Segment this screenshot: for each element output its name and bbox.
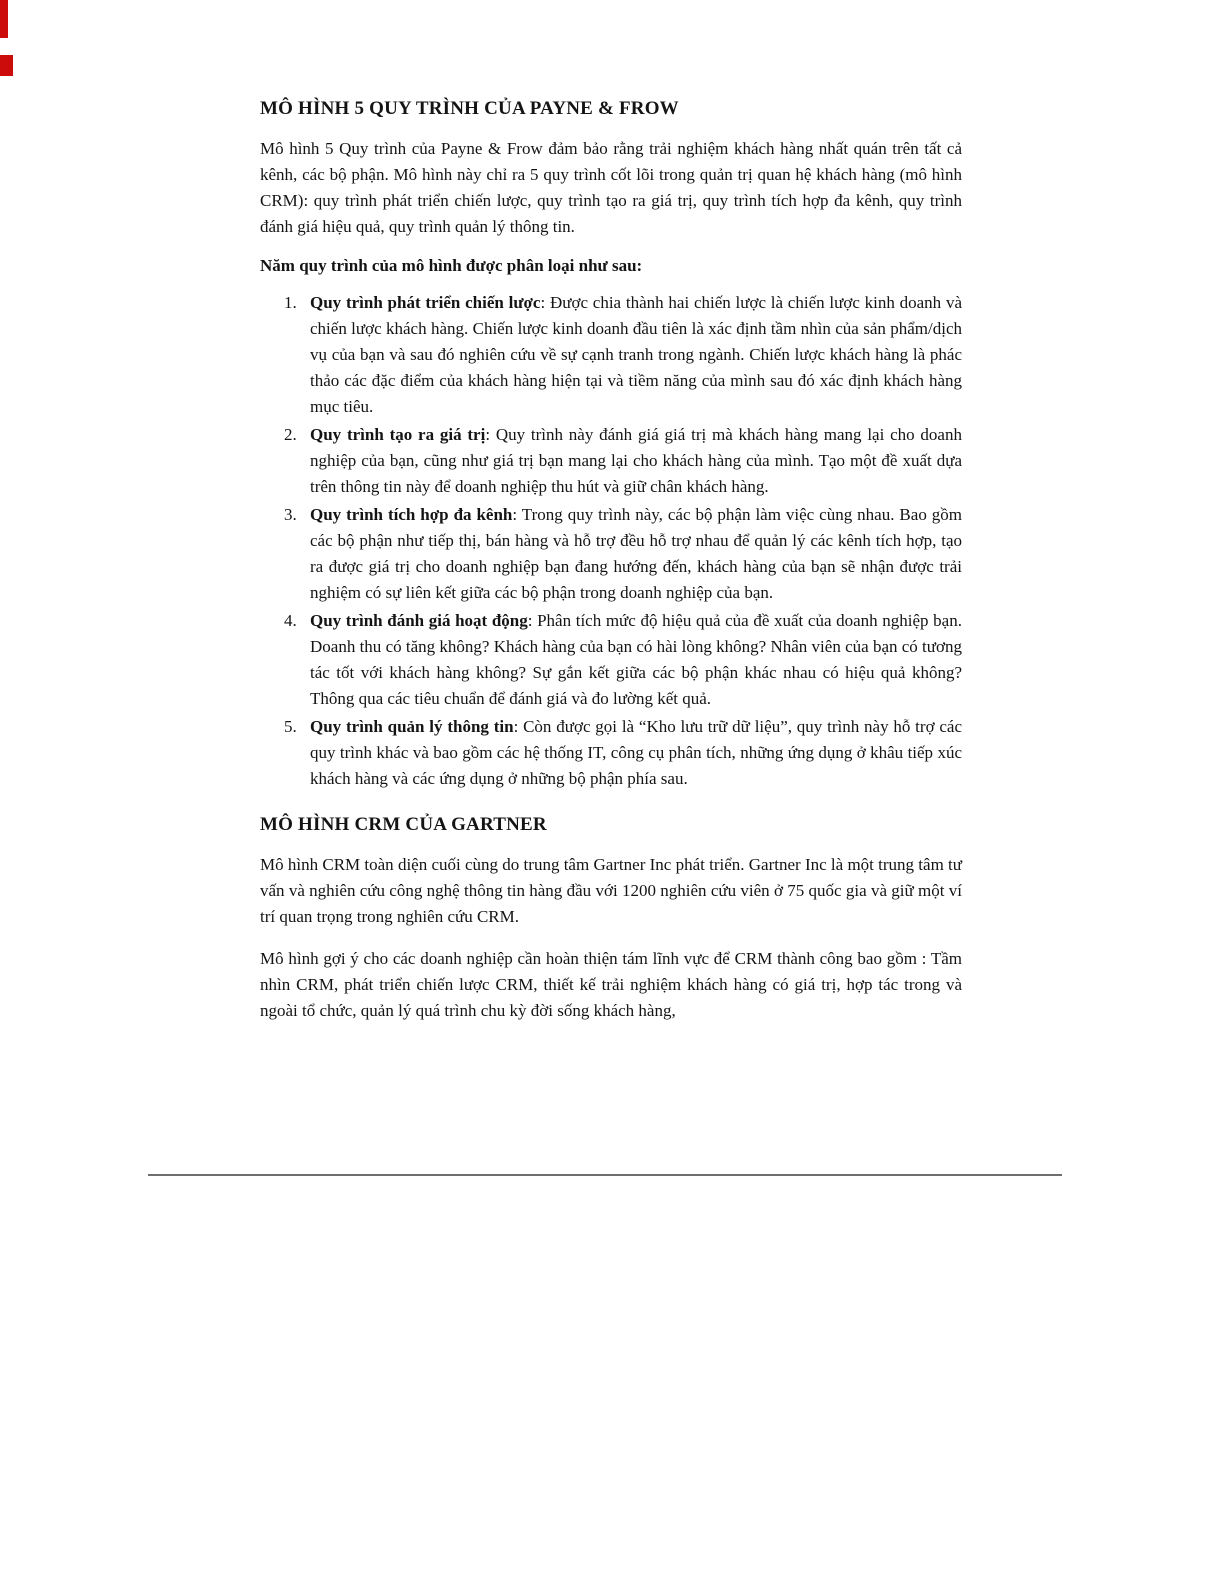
process-list — [260, 290, 962, 792]
list-item-2-label: Quy trình tạo ra giá trị — [310, 425, 486, 444]
page-divider-line — [148, 1174, 1062, 1176]
list-item-3-text: : Trong quy trình này, các bộ phận làm việc cùng nhau. Bao gồm các bộ phận như tiếp thị, bán hàng và hỗ trợ đều hỗ trợ nhau để quản lý các kênh tích hợp, tạo ra được giá trị cho doanh nghiệp bạn đang hướng đến, khách hàng của bạn sẽ nhận được trải nghiệm có sự liên kết giữa các bộ phận trong doanh nghiệp của bạn. — [310, 505, 962, 602]
list-item-5-label: Quy trình quản lý thông tin — [310, 717, 514, 736]
list-item-4-text: : Phân tích mức độ hiệu quả của đề xuất của doanh nghiệp bạn. Doanh thu có tăng không? Khách hàng của bạn có hài lòng không? Nhân viên của bạn có tương tác tốt với khách hàng không? Sự gắn kết giữa các bộ phận khác nhau có hiệu quả không? Thông qua các tiêu chuẩn để đánh giá và đo lường kết quả. — [310, 611, 962, 708]
section1-heading: MÔ HÌNH 5 QUY TRÌNH CỦA PAYNE & FROW — [260, 98, 679, 119]
red-edge-mark-second — [0, 55, 13, 76]
list-item-4-label: Quy trình đánh giá hoạt động — [310, 611, 528, 630]
section2-heading: MÔ HÌNH CRM CỦA GARTNER — [260, 814, 547, 835]
list-item-3-label: Quy trình tích hợp đa kênh — [310, 505, 513, 524]
section2-paragraph-2: Mô hình gợi ý cho các doanh nghiệp cần hoàn thiện tám lĩnh vực để CRM thành công bao gồm : Tầm nhìn CRM, phát triển chiến lược CRM, thiết kế trải nghiệm khách hàng có giá trị, hợp tác trong và ngoài tổ chức, quản lý quá trình chu kỳ đời sống khách hàng, — [260, 949, 962, 1020]
list-intro-heading: Năm quy trình của mô hình được phân loại như sau: — [260, 256, 643, 275]
document-page — [260, 98, 962, 1040]
list-item-2 — [310, 422, 962, 500]
list-item-1 — [310, 290, 962, 420]
list-item-4 — [310, 608, 962, 712]
list-item-2-text: : Quy trình này đánh giá giá trị mà khách hàng mang lại cho doanh nghiệp của bạn, cũng như giá trị bạn mang lại cho khách hàng của mình. Tạo một đề xuất dựa trên thông tin này để doanh nghiệp thu hút và giữ chân khách hàng. — [310, 425, 962, 496]
section1-intro-paragraph: Mô hình 5 Quy trình của Payne & Frow đảm bảo rằng trải nghiệm khách hàng nhất quán trên tất cả kênh, các bộ phận. Mô hình này chỉ ra 5 quy trình cốt lõi trong quản trị quan hệ khách hàng (mô hình CRM): quy trình phát triển chiến lược, quy trình tạo ra giá trị, quy trình tích hợp đa kênh, quy trình đánh giá hiệu quả, quy trình quản lý thông tin. — [260, 139, 962, 236]
list-item-3 — [310, 502, 962, 606]
red-edge-mark-top — [0, 0, 8, 38]
list-item-5-text: : Còn được gọi là “Kho lưu trữ dữ liệu”, quy trình này hỗ trợ các quy trình khác và bao gồm các hệ thống IT, công cụ phân tích, những ứng dụng ở khâu tiếp xúc khách hàng và các ứng dụng ở những bộ phận phía sau. — [310, 717, 963, 788]
section2-paragraph-1: Mô hình CRM toàn diện cuối cùng do trung tâm Gartner Inc phát triển. Gartner Inc là một trung tâm tư vấn và nghiên cứu công nghệ thông tin hàng đầu với 1200 nghiên cứu viên ở 75 quốc gia và giữ một ví trí quan trọng trong nghiên cứu CRM. — [260, 855, 962, 926]
list-item-1-text: : Được chia thành hai chiến lược là chiến lược kinh doanh và chiến lược khách hàng. Chiến lược kinh doanh đầu tiên là xác định tầm nhìn của sản phẩm/dịch vụ của bạn và sau đó nghiên cứu về sự cạnh tranh trong ngành. Chiến lược khách hàng là phác thảo các đặc điểm của khách hàng hiện tại và tiềm năng của mình sau đó xác định khách hàng mục tiêu. — [310, 293, 962, 416]
list-item-1-label: Quy trình phát triển chiến lược — [310, 293, 541, 312]
list-item-5 — [310, 714, 962, 792]
